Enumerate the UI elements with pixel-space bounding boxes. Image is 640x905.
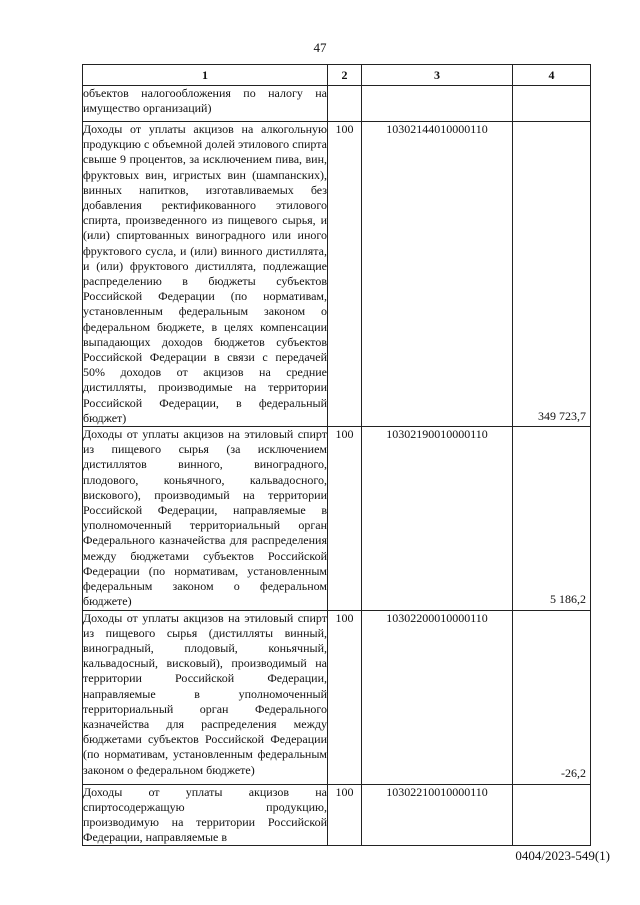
row-revenue-code: 10302210010000110	[362, 784, 513, 846]
page-number: 47	[313, 40, 327, 55]
row-amount-cell	[513, 86, 591, 122]
table-row	[83, 427, 591, 610]
column-header-2: 2	[328, 65, 362, 86]
row-amount-cell	[513, 784, 591, 846]
table-row	[83, 784, 591, 846]
row-description: Доходы от уплаты акцизов на спиртосодержащую продукцию, производимую на территории Российской Федерации, направляемые в	[83, 784, 327, 845]
row-description: объектов налогообложения по налогу на имущество организаций)	[83, 86, 328, 122]
row-revenue-code: 10302200010000110	[362, 610, 513, 784]
row-amount-cell	[513, 610, 591, 784]
document-footer-code: 0404/2023-549(1)	[515, 848, 610, 863]
budget-revenue-table	[82, 64, 591, 846]
table-row	[83, 610, 591, 784]
row-amount: 5 186,2	[550, 592, 586, 607]
column-header-3: 3	[362, 65, 513, 86]
row-amount-cell	[513, 122, 591, 427]
row-description: Доходы от уплаты акцизов на алкогольную продукцию с объемной долей этилового спирта свыше 9 процентов, за исключением пива, вин, фруктовых вин, игристых вин (шампанских), винных напитков, изготавливаемых без добавления ректификованного этилового спирта, произведенного из пищевого сырья, и (или) спиртованных виноградного или иного фруктового сусла, и (или) винного дистиллята, и (или) фруктового дистиллята, подлежащие распределению в бюджеты субъектов Российской Федерации (по нормативам, установленным федеральным законом о федеральном бюджете, в целях компенсации выпадающих доходов бюджетов субъектов Российской Федерации в связи с передачей 50% доходов от акцизов на средние дистилляты, производимые на территории Российской Федерации, в федеральный бюджет)	[83, 122, 327, 425]
column-header-4: 4	[513, 65, 591, 86]
row-amount: -26,2	[561, 766, 586, 781]
table-row	[83, 86, 591, 122]
row-admin-code: 100	[328, 122, 362, 427]
row-admin-code: 100	[328, 784, 362, 846]
row-admin-code	[328, 86, 362, 122]
row-description: Доходы от уплаты акцизов на этиловый спирт из пищевого сырья (дистилляты винный, виноградный, плодовый, коньячный, кальвадосный, вискoвый), производимый на территории Российской Федерации, направляемые в уполномоченный территориальный орган Федерального казначейства для распределения между бюджетами субъектов Российской Федерации (по нормативам, установленным федеральным законом о федеральном бюджете)	[83, 610, 328, 784]
row-description: Доходы от уплаты акцизов на этиловый спирт из пищевого сырья (за исключением дистиллятов винного, виноградного, плодового, коньячного, кальвадосного, вискового), производимый на территории Российской Федерации, направляемые в уполномоченный территориальный орган Федерального казначейства для распределения между бюджетами субъектов Российской Федерации (по нормативам, установленным федеральным законом о федеральном бюджете)	[83, 427, 327, 609]
row-revenue-code: 10302144010000110	[362, 122, 513, 427]
row-admin-code: 100	[328, 427, 362, 610]
row-admin-code: 100	[328, 610, 362, 784]
row-amount-cell	[513, 427, 591, 610]
row-amount: 349 723,7	[538, 408, 586, 423]
table-header-row	[83, 65, 591, 86]
row-revenue-code: 10302190010000110	[362, 427, 513, 610]
row-revenue-code	[362, 86, 513, 122]
column-header-1: 1	[83, 65, 328, 86]
table-row	[83, 122, 591, 427]
